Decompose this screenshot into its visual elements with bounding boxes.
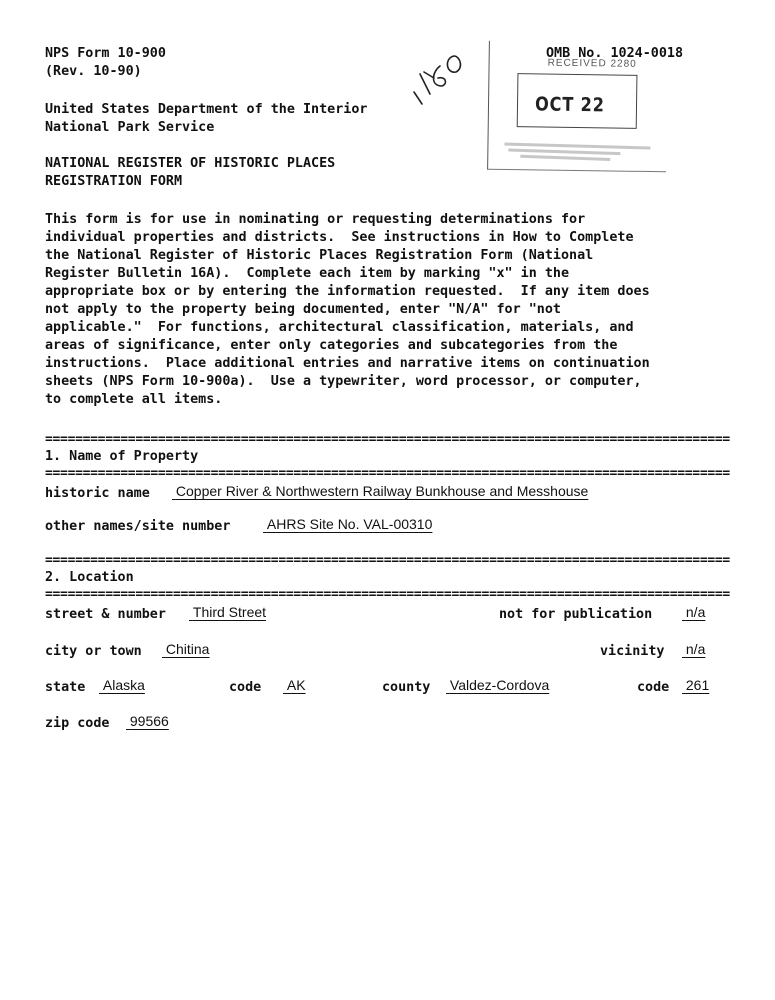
instructions-line: This form is for use in nominating or requesting determinations for: [45, 212, 586, 227]
stamp-received-text: RECEIVED 2280: [547, 57, 637, 70]
omb-number: OMB No. 1024-0018: [546, 46, 684, 61]
state-value: Alaska: [102, 677, 145, 693]
other-names-value: AHRS Site No. VAL-00310: [266, 516, 433, 532]
other-names-label: other names/site number: [45, 519, 231, 534]
not-for-publication-field[interactable]: [682, 604, 705, 620]
form-number: NPS Form 10-900: [45, 46, 166, 61]
stamp-smudge-text: [500, 136, 660, 164]
not-for-publication-value: n/a: [685, 604, 706, 620]
state-code-value: AK: [286, 677, 306, 693]
instructions-line: sheets (NPS Form 10-900a). Use a typewriter, word processor, or computer,: [45, 374, 642, 389]
divider: [45, 556, 730, 565]
register-form-title: REGISTRATION FORM: [45, 174, 183, 189]
instructions-paragraph: [45, 211, 745, 409]
vicinity-label: vicinity: [600, 644, 665, 659]
other-names-field[interactable]: [263, 516, 432, 532]
city-label: city or town: [45, 644, 142, 659]
zip-value: 99566: [129, 713, 169, 729]
divider: [45, 590, 730, 599]
stamp-date: OCT 22: [534, 93, 605, 117]
vicinity-field[interactable]: [682, 641, 705, 657]
state-code-label: code: [229, 680, 262, 695]
section2-heading: 2. Location: [45, 570, 134, 585]
not-for-publication-label: not for publication: [499, 607, 653, 622]
divider: [45, 435, 730, 444]
county-field[interactable]: [446, 677, 549, 693]
instructions-line: not apply to the property being documented, enter "N/A" for "not: [45, 302, 561, 317]
county-label: county: [382, 680, 431, 695]
county-value: Valdez-Cordova: [449, 677, 550, 693]
state-code-field[interactable]: [283, 677, 306, 693]
vicinity-value: n/a: [685, 641, 706, 657]
section1-heading: 1. Name of Property: [45, 449, 199, 464]
received-stamp: [487, 41, 668, 172]
city-value: Chitina: [165, 641, 210, 657]
instructions-line: the National Register of Historic Places Registration Form (National: [45, 248, 594, 263]
zip-label: zip code: [45, 716, 110, 731]
instructions-line: appropriate box or by entering the information requested. If any item does: [45, 284, 650, 299]
handwritten-number: [408, 52, 468, 112]
state-field[interactable]: [99, 677, 145, 693]
instructions-line: individual properties and districts. See instructions in How to Complete: [45, 230, 634, 245]
divider: [45, 469, 730, 478]
register-title: NATIONAL REGISTER OF HISTORIC PLACES: [45, 156, 336, 171]
service-name: National Park Service: [45, 120, 215, 135]
instructions-line: Register Bulletin 16A). Complete each item by marking "x" in the: [45, 266, 570, 281]
street-field[interactable]: [189, 604, 266, 620]
instructions-line: instructions. Place additional entries and narrative items on continuation: [45, 356, 650, 371]
state-label: state: [45, 680, 86, 695]
street-label: street & number: [45, 607, 166, 622]
instructions-line: areas of significance, enter only categories and subcategories from the: [45, 338, 618, 353]
historic-name-field[interactable]: [172, 483, 588, 499]
historic-name-value: Copper River & Northwestern Railway Bunkhouse and Messhouse: [175, 483, 589, 499]
street-value: Third Street: [192, 604, 267, 620]
historic-name-label: historic name: [45, 486, 150, 501]
county-code-field[interactable]: [682, 677, 709, 693]
county-code-label: code: [637, 680, 670, 695]
county-code-value: 261: [685, 677, 710, 693]
city-field[interactable]: [162, 641, 209, 657]
instructions-line: to complete all items.: [45, 392, 223, 407]
form-revision: (Rev. 10-90): [45, 64, 142, 79]
department-name: United States Department of the Interior: [45, 102, 368, 117]
zip-field[interactable]: [126, 713, 169, 729]
instructions-line: applicable." For functions, architectural classification, materials, and: [45, 320, 634, 335]
